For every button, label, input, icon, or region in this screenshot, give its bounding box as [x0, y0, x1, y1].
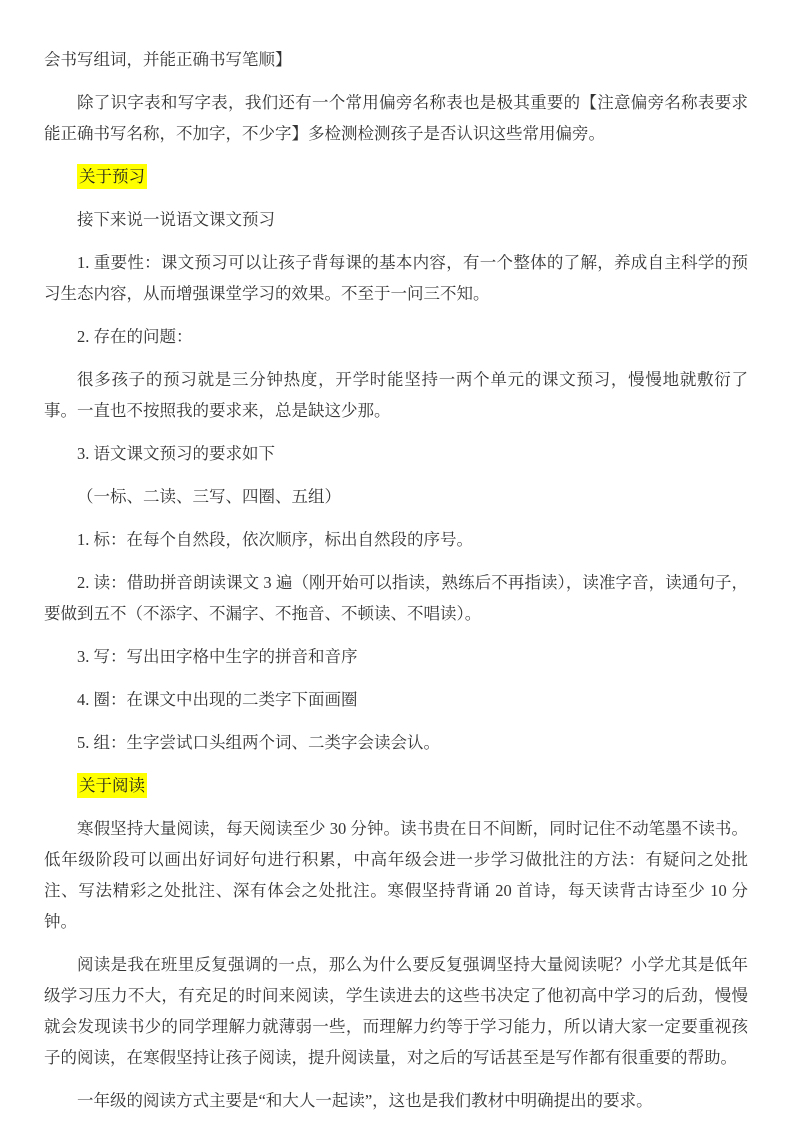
paragraph-step-5-group: 5. 组：生字尝试口头组两个词、二类字会读会认。 [77, 733, 440, 752]
paragraph-continuation: 会书写组词，并能正确书写笔顺】 [44, 50, 292, 69]
paragraph-step-4-circle: 4. 圈：在课文中出现的二类字下面画圈 [77, 690, 358, 709]
paragraph-preview-problems-detail: 很多孩子的预习就是三分钟热度，开学时能坚持一两个单元的课文预习，慢慢地就敷衍了事。一直也不按照我的要求来，总是缺这少那。 [44, 370, 748, 420]
section-heading-reading [44, 770, 748, 801]
paragraph-preview-problems-label: 2. 存在的问题： [77, 327, 193, 346]
paragraph-reading-plan: 寒假坚持大量阅读，每天阅读至少 30 分钟。读书贵在日不间断，同时记住不动笔墨不读书。低年级阶段可以画出好词好句进行积累，中高年级会进一步学习做批注的方法：有疑问之处批注、写法精彩之处批注、深有体会之处批注。寒假坚持背诵 20 首诗，每天读背古诗至少 10 分钟。 [44, 819, 748, 931]
paragraph-step-3-write: 3. 写：写出田字格中生字的拼音和音序 [77, 647, 358, 666]
paragraph-five-steps-summary: （一标、二读、三写、四圈、五组） [77, 487, 341, 506]
paragraph-reading-importance: 阅读是我在班里反复强调的一点，那么为什么要反复强调坚持大量阅读呢？小学尤其是低年级学习压力不大，有充足的时间来阅读，学生读进去的这些书决定了他初高中学习的后劲，慢慢就会发现读书少的同学理解力就薄弱一些，而理解力约等于学习能力，所以请大家一定要重视孩子的阅读，在寒假坚持让孩子阅读，提升阅读量，对之后的写话甚至是写作都有很重要的帮助。 [44, 955, 748, 1067]
paragraph-radical-table: 除了识字表和写字表，我们还有一个常用偏旁名称表也是极其重要的【注意偏旁名称表要求能正确书写名称，不加字，不少字】多检测检测孩子是否认识这些常用偏旁。 [44, 93, 748, 143]
section-heading-preview [44, 161, 748, 192]
paragraph-preview-requirements-label: 3. 语文课文预习的要求如下 [77, 444, 275, 463]
paragraph-step-2-read: 2. 读：借助拼音朗读课文 3 遍（刚开始可以指读，熟练后不再指读），读准字音，读通句子，要做到五不（不添字、不漏字、不拖音、不顿读、不唱读）。 [44, 573, 748, 623]
highlighted-heading-text: 关于阅读 [77, 773, 147, 798]
paragraph-step-1-mark: 1. 标：在每个自然段，依次顺序，标出自然段的序号。 [77, 530, 473, 549]
paragraph-grade1-reading-mode: 一年级的阅读方式主要是“和大人一起读”，这也是我们教材中明确提出的要求。 [77, 1091, 653, 1110]
paragraph-preview-importance: 1. 重要性：课文预习可以让孩子背每课的基本内容，有一个整体的了解，养成自主科学的预习生态内容，从而增强课堂学习的效果。不至于一问三不知。 [44, 253, 748, 303]
highlighted-heading-text: 关于预习 [77, 164, 147, 189]
paragraph-preview-intro: 接下来说一说语文课文预习 [77, 210, 275, 229]
